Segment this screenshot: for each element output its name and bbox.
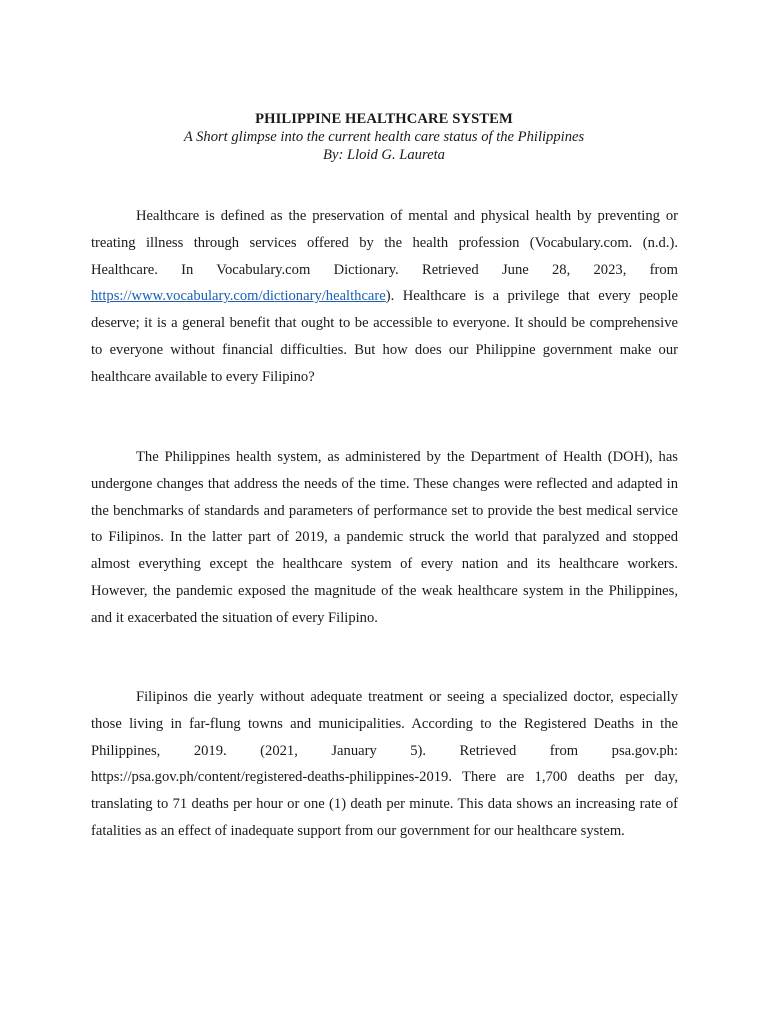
document-author: By: Lloid G. Laureta [323, 147, 445, 163]
vocabulary-link[interactable]: https://www.vocabulary.com/dictionary/healthcare [91, 288, 386, 305]
paragraph-text: Healthcare is defined as the preservation of mental and physical health by preventing or treating illness through services offered by the health profession (Vocabulary.com. (n.d.). Healthcare. In Vocabulary.com Dictionary. Retrieved June 28, 2023, from [91, 208, 678, 278]
document-subtitle: A Short glimpse into the current health care status of the Philippines [183, 129, 585, 145]
paragraph-healthcare-definition [91, 203, 678, 391]
paragraph-text: ). Healthcare is a privilege that every people deserve; it is a general benefit that ought to be accessible to everyone. It should be comprehensive to everyone without financial difficulties. But how does our Philippine government make our healthcare available to every Filipino? [91, 288, 678, 385]
paragraph-deaths-statistics [91, 684, 678, 845]
paragraph-text: The Philippines health system, as administered by the Department of Health (DOH), has undergone changes that address the needs of the time. These changes were reflected and adapted in the benchmarks of standards and parameters of performance set to provide the best medical service to Filipinos. In the latter part of 2019, a pandemic struck the world that paralyzed and stopped almost everything except the healthcare system of every nation and its healthcare workers. However, the pandemic exposed the magnitude of the weak healthcare system in the Philippines, and it exacerbated the situation of every Filipino. [91, 449, 678, 626]
paragraph-health-system [91, 444, 678, 632]
document-title: PHILIPPINE HEALTHCARE SYSTEM [255, 111, 513, 127]
paragraph-text: Filipinos die yearly without adequate treatment or seeing a specialized doctor, especially those living in far-flung towns and municipalities. According to the Registered Deaths in the Philippines, 2019. (2021, January 5). Retrieved from psa.gov.ph: https://psa.gov.ph/content/registered-deaths-philippines-2019. There are 1,700 deaths per day, translating to 71 deaths per hour or one (1) death per minute. This data shows an increasing rate of fatalities as an effect of inadequate support from our government for our healthcare system. [91, 689, 678, 839]
document-header [0, 110, 768, 164]
